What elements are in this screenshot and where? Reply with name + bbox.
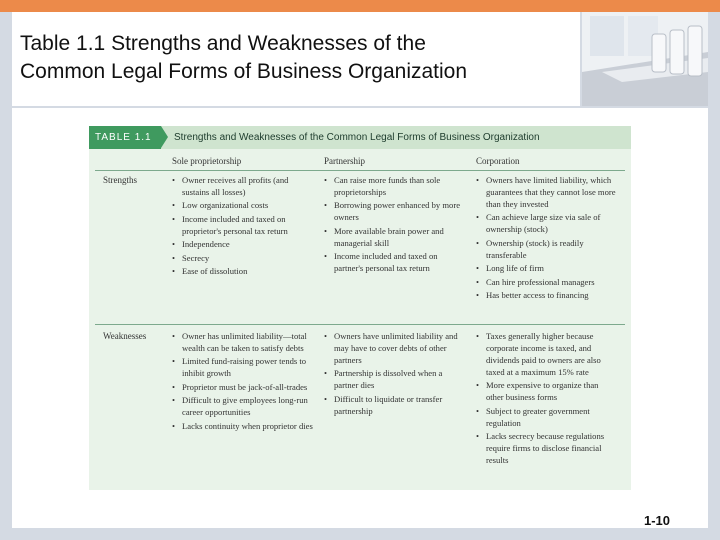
list-item: • Owners have limited liability, which guarantees that they cannot lose more than they invested bbox=[476, 175, 616, 211]
weaknesses-partnership-list bbox=[324, 331, 466, 419]
list-item: • Subject to greater government regulation bbox=[476, 406, 616, 430]
weaknesses-corporation-list bbox=[476, 331, 616, 468]
weaknesses-sole-list bbox=[172, 331, 314, 434]
list-item: • Secrecy bbox=[172, 253, 314, 265]
slide-title-line-1: Table 1.1 Strengths and Weaknesses of the bbox=[20, 32, 426, 55]
list-item: • Lacks continuity when proprietor dies bbox=[172, 421, 314, 433]
list-item: • Can achieve large size via sale of ownership (stock) bbox=[476, 212, 616, 236]
slide-title-line-2: Common Legal Forms of Business Organization bbox=[20, 60, 468, 83]
strengths-partnership-list bbox=[324, 175, 466, 277]
list-item: • Partnership is dissolved when a partner dies bbox=[324, 368, 466, 392]
table-tag-arrow bbox=[161, 126, 168, 148]
list-item: • Limited fund-raising power tends to inhibit growth bbox=[172, 356, 314, 380]
list-item: • Long life of firm bbox=[476, 263, 616, 275]
list-item: • Owner receives all profits (and sustains all losses) bbox=[172, 175, 314, 199]
list-item: • Difficult to liquidate or transfer partnership bbox=[324, 394, 466, 418]
strengths-sole-list bbox=[172, 175, 314, 280]
list-item: • Proprietor must be jack-of-all-trades bbox=[172, 382, 314, 394]
table-tag: TABLE 1.1 bbox=[89, 126, 161, 149]
list-item: • Ease of dissolution bbox=[172, 266, 314, 278]
list-item: • Income included and taxed on partner's personal tax return bbox=[324, 251, 466, 275]
list-item: • Income included and taxed on proprietor's personal tax return bbox=[172, 214, 314, 238]
table-figure bbox=[89, 126, 631, 490]
title-area bbox=[12, 12, 580, 106]
list-item: • Low organizational costs bbox=[172, 200, 314, 212]
page-number: 1-10 bbox=[644, 513, 671, 528]
row-divider bbox=[95, 170, 625, 171]
list-item: • Independence bbox=[172, 239, 314, 251]
column-header-corporation: Corporation bbox=[476, 156, 520, 166]
list-item: • Can hire professional managers bbox=[476, 277, 616, 289]
top-accent-bar bbox=[0, 0, 720, 12]
list-item: • Can raise more funds than sole proprietorships bbox=[324, 175, 466, 199]
table-header-bar bbox=[89, 126, 631, 149]
office-photo bbox=[582, 12, 708, 106]
office-photo-image bbox=[582, 12, 708, 106]
list-item: • Borrowing power enhanced by more owners bbox=[324, 200, 466, 224]
list-item: • Ownership (stock) is readily transferable bbox=[476, 238, 616, 262]
slide-title bbox=[20, 30, 467, 86]
list-item: • Has better access to financing bbox=[476, 290, 616, 302]
column-header-sole: Sole proprietorship bbox=[172, 156, 242, 166]
list-item: • More available brain power and managerial skill bbox=[324, 226, 466, 250]
list-item: • Lacks secrecy because regulations require firms to disclose financial results bbox=[476, 431, 616, 467]
list-item: • Taxes generally higher because corporate income is taxed, and dividends paid to owners are also taxed at a maximum 15% rate bbox=[476, 331, 616, 379]
column-header-partnership: Partnership bbox=[324, 156, 365, 166]
row-label-weaknesses: Weaknesses bbox=[103, 331, 147, 341]
list-item: • Owners have unlimited liability and may have to cover debts of other partners bbox=[324, 331, 466, 367]
table-caption: Strengths and Weaknesses of the Common Legal Forms of Business Organization bbox=[174, 132, 540, 143]
strengths-corporation-list bbox=[476, 175, 616, 304]
row-label-strengths: Strengths bbox=[103, 175, 138, 185]
row-divider bbox=[95, 324, 625, 325]
list-item: • More expensive to organize than other business forms bbox=[476, 380, 616, 404]
list-item: • Difficult to give employees long-run career opportunities bbox=[172, 395, 314, 419]
list-item: • Owner has unlimited liability—total wealth can be taken to satisfy debts bbox=[172, 331, 314, 355]
